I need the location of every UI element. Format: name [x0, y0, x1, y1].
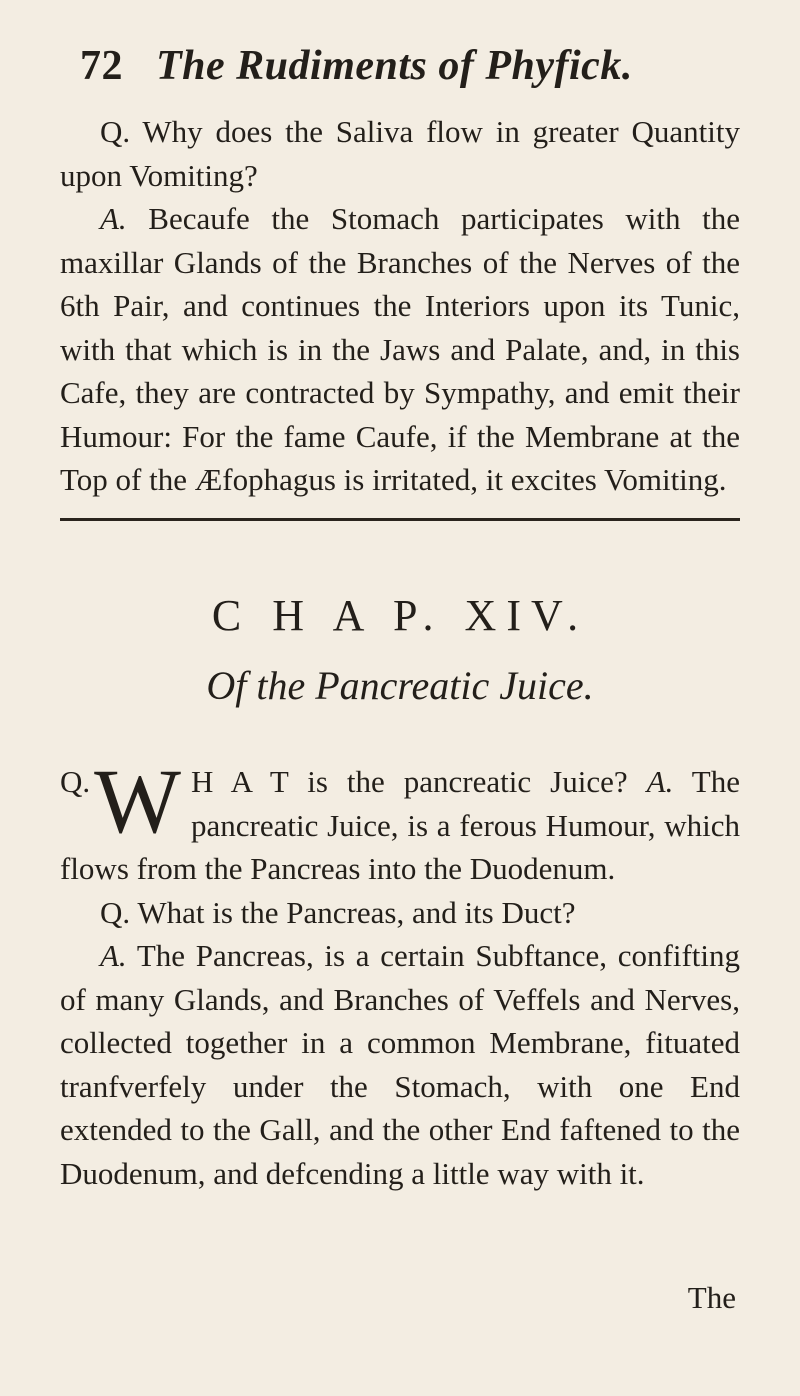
question-text: What is the Pancreas, and its Duct? [137, 894, 576, 930]
question-mark: Q. [60, 764, 91, 799]
answer-text: The pancreatic Juice, is a ferous Humour, which flows from the Pancreas into the Duodenum. [60, 764, 740, 886]
answer-text: Becaufe the Stomach participates with the maxillar Glands of the Branches of the Nerves of the 6th Pair, and continues the Interiors upon its Tunic, with that which is in the Jaws and Palate, and, in this Cafe, they are contracted by Sympathy, and emit their Humour: For the fame Caufe, if the Membrane at the Top of the Æfophagus is irritated, it excites Vomiting. [60, 201, 740, 497]
answer-text: The Pancreas, is a certain Subftance, confifting of many Glands, and Branches of Veffels and Nerves, collected together in a common Membrane, fituated tranfverfely under the Stomach, with one End extended to the Gall, and the other End faftened to the Duodenum, and defcending a little way with it. [60, 938, 740, 1191]
question-mark: Q. [100, 114, 131, 149]
drop-cap: W [94, 750, 181, 852]
question-pancreas-duct [60, 891, 740, 935]
question-text: H A T is the pancreatic Juice? [190, 764, 628, 799]
section-divider [60, 518, 740, 521]
answer-mark: A. [646, 764, 674, 799]
answer-mark: A. [100, 201, 127, 236]
page-number: 72 [80, 43, 123, 89]
chapter-subtitle: Of the Pancreatic Juice. [206, 663, 594, 708]
question-saliva [60, 110, 740, 197]
question-pancreatic-juice [60, 750, 740, 891]
top-section [60, 110, 740, 502]
chapter-body [60, 750, 740, 1195]
question-mark: Q. [100, 894, 131, 930]
answer-mark: A. [100, 938, 127, 973]
chapter-heading: C H A P. XIV. [211, 591, 589, 640]
answer-pancreas [60, 934, 740, 1195]
answer-saliva [60, 197, 740, 502]
running-title: The Rudiments of Phyfick. [156, 43, 633, 89]
catchword: The [687, 1280, 736, 1315]
running-header [80, 42, 720, 90]
question-text: Why does the Saliva flow in greater Quantity upon Vomiting? [60, 114, 740, 193]
